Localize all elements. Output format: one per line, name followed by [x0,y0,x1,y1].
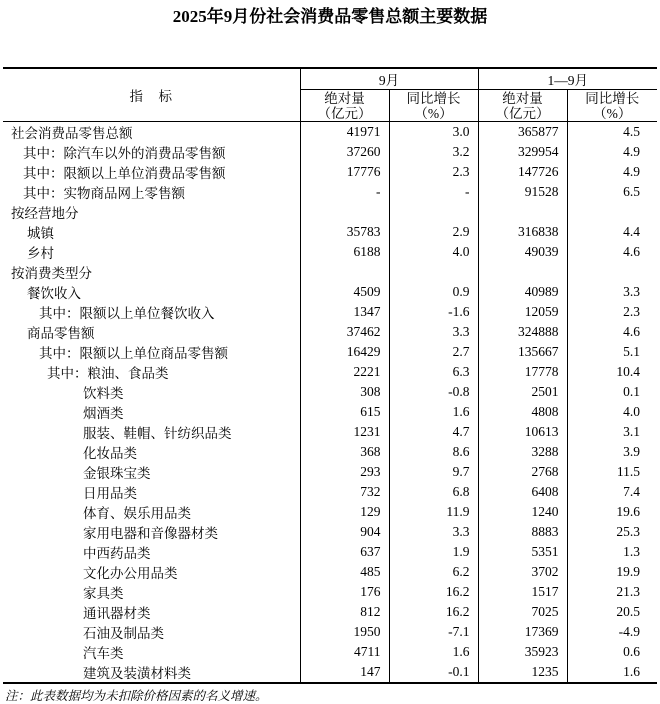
value-month-absolute: 41971 [300,122,389,143]
value-cum-yoy [567,262,657,282]
value-cum-absolute: 6408 [478,482,567,502]
table-row [3,282,657,302]
table-row [3,482,657,502]
row-label: 饮料类 [3,382,300,402]
value-month-yoy: 3.3 [389,322,478,342]
value-month-yoy: 8.6 [389,442,478,462]
value-cum-yoy: 7.4 [623,484,640,499]
value-cum-yoy: 4.0 [623,404,640,419]
value-cum-absolute [478,262,567,282]
row-label: 其中：限额以上单位餐饮收入 [3,302,300,322]
value-cum-yoy: 3.1 [623,424,640,439]
yoy-label: 同比增长 [406,90,461,106]
value-cum-yoy: 6.5 [623,184,640,199]
table-row [3,262,657,282]
value-cum-absolute: 147726 [478,162,567,182]
col-header-yoy-sep [389,90,478,122]
table-row [3,362,657,382]
table-row [3,202,657,222]
table-row [3,122,657,143]
table-header [3,68,657,122]
retail-sales-table [3,67,657,684]
value-cum-absolute: 3288 [478,442,567,462]
value-cum-yoy: 4.4 [623,224,640,239]
table-row [3,322,657,342]
value-month-absolute: 485 [300,562,389,582]
value-cum-absolute: 35923 [478,642,567,662]
table-row [3,542,657,562]
table-body [3,122,657,684]
value-month-absolute: 904 [300,522,389,542]
table-row [3,302,657,322]
value-month-yoy: -7.1 [389,622,478,642]
page-title: 2025年9月份社会消费品零售总额主要数据 [172,7,488,26]
value-month-absolute: 1347 [300,302,389,322]
page [0,7,660,703]
value-cum-yoy: 19.6 [616,504,640,519]
value-month-yoy: -0.8 [389,382,478,402]
table-row [3,562,657,582]
value-month-yoy: 16.2 [389,602,478,622]
value-month-absolute: 35783 [300,222,389,242]
value-month-absolute: 293 [300,462,389,482]
value-cum-yoy: 0.1 [623,384,640,399]
value-month-absolute [300,202,389,222]
value-cum-yoy: 3.9 [623,444,640,459]
row-label: 日用品类 [3,482,300,502]
value-month-absolute: 6188 [300,242,389,262]
value-cum-absolute: 91528 [478,182,567,202]
value-month-absolute: 4509 [300,282,389,302]
value-month-yoy: 4.7 [389,422,478,442]
table-row [3,642,657,662]
value-month-yoy: 1.6 [389,402,478,422]
value-month-yoy: 2.9 [389,222,478,242]
row-label: 汽车类 [3,642,300,662]
row-label: 通讯器材类 [3,602,300,622]
value-cum-yoy: 3.3 [623,284,640,299]
yoy-unit: （%） [414,105,453,121]
row-label: 化妆品类 [3,442,300,462]
value-month-absolute: 176 [300,582,389,602]
row-label: 城镇 [3,222,300,242]
row-label: 按消费类型分 [3,262,300,282]
table-row [3,582,657,602]
col-header-yoy-cum [567,90,657,122]
row-label: 体育、娱乐用品类 [3,502,300,522]
row-label: 餐饮收入 [3,282,300,302]
value-month-absolute: 308 [300,382,389,402]
table-row [3,242,657,262]
value-cum-yoy: 4.9 [623,164,640,179]
row-label: 其中：限额以上单位消费品零售额 [3,162,300,182]
row-label: 建筑及装潢材料类 [3,662,300,683]
row-label: 家用电器和音像器材类 [3,522,300,542]
yoy-unit: （%） [593,105,632,121]
value-month-yoy: 2.7 [389,342,478,362]
row-label: 服装、鞋帽、针纺织品类 [3,422,300,442]
table-row [3,502,657,522]
table-row [3,402,657,422]
value-month-yoy: 1.9 [389,542,478,562]
value-month-absolute: 37260 [300,142,389,162]
value-month-yoy: 3.2 [389,142,478,162]
value-month-yoy [389,202,478,222]
value-month-absolute: 1950 [300,622,389,642]
value-month-yoy: 3.0 [389,122,478,143]
value-month-absolute: 615 [300,402,389,422]
table-row [3,382,657,402]
value-cum-absolute: 1235 [478,662,567,683]
value-cum-yoy: 5.1 [623,344,640,359]
col-header-absolute-sep [300,90,389,122]
value-cum-absolute: 7025 [478,602,567,622]
value-month-yoy: 6.8 [389,482,478,502]
value-cum-yoy: 4.5 [623,124,640,139]
value-cum-yoy: 4.9 [623,144,640,159]
value-cum-yoy: 20.5 [616,604,640,619]
table-row [3,662,657,683]
table-row [3,462,657,482]
absolute-unit: （亿元） [317,105,372,121]
value-month-yoy: 11.9 [389,502,478,522]
header-row-groups [3,68,657,90]
value-month-absolute: 1231 [300,422,389,442]
table-row [3,422,657,442]
col-group-jan-to-sep: 1—9月 [478,68,657,90]
value-month-absolute: 37462 [300,322,389,342]
value-month-yoy: 1.6 [389,642,478,662]
value-month-absolute: 16429 [300,342,389,362]
value-cum-absolute [478,202,567,222]
value-cum-absolute: 3702 [478,562,567,582]
table-row [3,442,657,462]
value-month-absolute: 17776 [300,162,389,182]
value-month-yoy: 2.3 [389,162,478,182]
table-row [3,342,657,362]
value-cum-yoy: 2.3 [623,304,640,319]
value-month-yoy: 9.7 [389,462,478,482]
row-label: 其中：除汽车以外的消费品零售额 [3,142,300,162]
value-month-yoy: 6.3 [389,362,478,382]
value-cum-yoy: 10.4 [616,364,640,379]
value-cum-absolute: 12059 [478,302,567,322]
table-row [3,142,657,162]
value-month-yoy: 0.9 [389,282,478,302]
value-cum-absolute: 2501 [478,382,567,402]
value-cum-yoy: 21.3 [616,584,640,599]
value-month-yoy [389,262,478,282]
value-cum-absolute: 316838 [478,222,567,242]
row-label: 商品零售额 [3,322,300,342]
table-row [3,222,657,242]
value-cum-yoy: 0.6 [623,644,640,659]
table-row [3,162,657,182]
row-label: 其中：粮油、食品类 [3,362,300,382]
value-cum-yoy [567,202,657,222]
value-cum-absolute: 8883 [478,522,567,542]
table-row [3,602,657,622]
value-cum-absolute: 2768 [478,462,567,482]
value-month-absolute: 732 [300,482,389,502]
row-label: 文化办公用品类 [3,562,300,582]
value-cum-absolute: 5351 [478,542,567,562]
row-label: 按经营地分 [3,202,300,222]
table-row [3,182,657,202]
value-cum-absolute: 40989 [478,282,567,302]
value-cum-absolute: 324888 [478,322,567,342]
col-group-september: 9月 [300,68,478,90]
value-month-absolute: 129 [300,502,389,522]
value-month-yoy: 4.0 [389,242,478,262]
col-header-indicator: 指 标 [3,68,300,122]
value-cum-absolute: 135667 [478,342,567,362]
value-month-absolute [300,262,389,282]
value-cum-yoy: -4.9 [618,624,640,639]
row-label: 中西药品类 [3,542,300,562]
value-cum-absolute: 4808 [478,402,567,422]
value-cum-absolute: 17369 [478,622,567,642]
table-row [3,522,657,542]
value-month-yoy: -0.1 [389,662,478,683]
col-header-absolute-cum [478,90,567,122]
value-month-absolute: 368 [300,442,389,462]
yoy-label: 同比增长 [585,90,640,106]
value-month-yoy: 3.3 [389,522,478,542]
value-month-yoy: 16.2 [389,582,478,602]
value-cum-absolute: 329954 [478,142,567,162]
row-label: 烟酒类 [3,402,300,422]
absolute-label: 绝对量 [324,90,365,106]
value-month-absolute: 812 [300,602,389,622]
value-cum-yoy: 4.6 [623,244,640,259]
value-month-absolute: 4711 [300,642,389,662]
value-cum-absolute: 10613 [478,422,567,442]
value-month-absolute: 637 [300,542,389,562]
absolute-unit: （亿元） [495,105,550,121]
value-cum-yoy: 4.6 [623,324,640,339]
value-cum-absolute: 1240 [478,502,567,522]
value-cum-yoy: 25.3 [616,524,640,539]
row-label: 金银珠宝类 [3,462,300,482]
value-month-yoy: - [389,182,478,202]
value-month-absolute: - [300,182,389,202]
value-cum-absolute: 49039 [478,242,567,262]
row-label: 乡村 [3,242,300,262]
absolute-label: 绝对量 [502,90,543,106]
value-cum-absolute: 365877 [478,122,567,143]
value-cum-absolute: 17778 [478,362,567,382]
footnote: 注：此表数据均为未扣除价格因素的名义增速。 [5,689,268,703]
row-label: 家具类 [3,582,300,602]
value-month-yoy: -1.6 [389,302,478,322]
row-label: 社会消费品零售总额 [3,122,300,143]
value-cum-yoy: 1.3 [623,544,640,559]
row-label: 石油及制品类 [3,622,300,642]
value-month-absolute: 2221 [300,362,389,382]
value-month-absolute: 147 [300,662,389,683]
row-label: 其中：实物商品网上零售额 [3,182,300,202]
row-label: 其中：限额以上单位商品零售额 [3,342,300,362]
value-cum-yoy: 1.6 [623,664,640,679]
table-row [3,622,657,642]
value-month-yoy: 6.2 [389,562,478,582]
value-cum-absolute: 1517 [478,582,567,602]
value-cum-yoy: 19.9 [616,564,640,579]
value-cum-yoy: 11.5 [616,464,640,479]
